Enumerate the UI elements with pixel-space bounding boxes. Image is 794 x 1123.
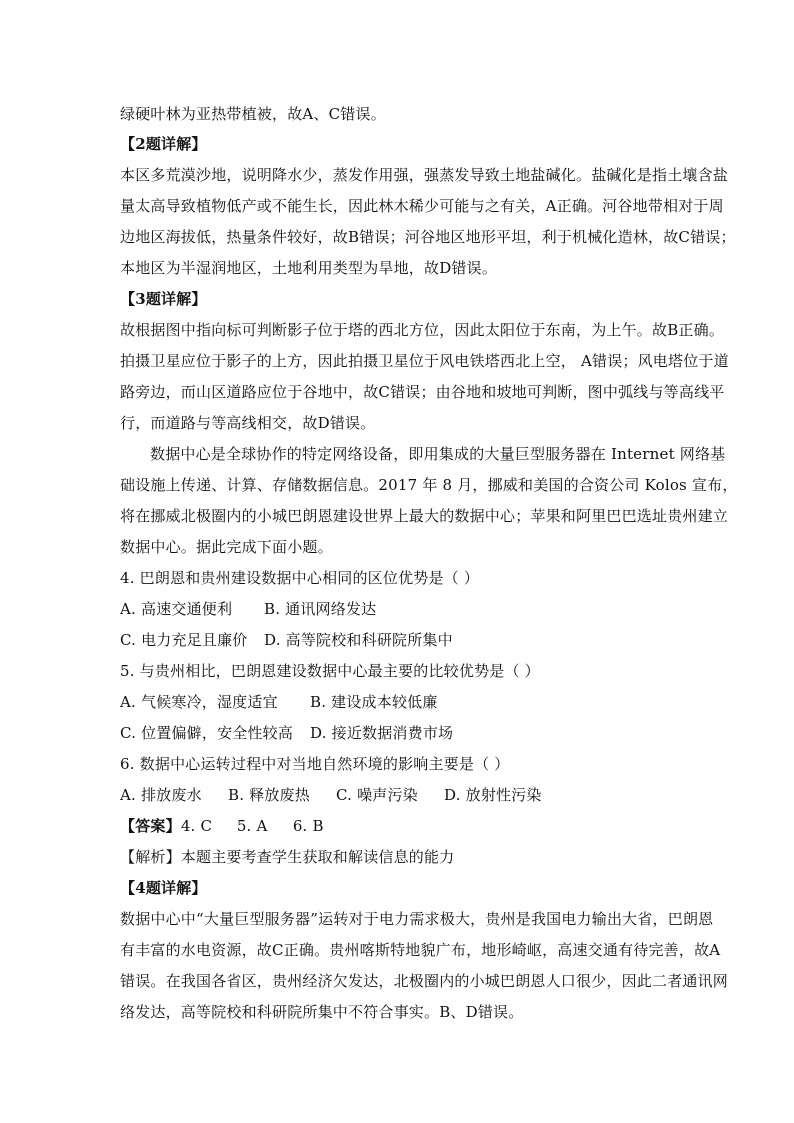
analysis-line: 【解析】本题主要考查学生获取和解读信息的能力 [120,848,455,866]
text-line: 行，而道路与等高线相交，故D错误。 [120,414,376,432]
text-line: 错误。在我国各省区，贵州经济欠发达，北极圈内的小城巴朗恩人口很少，因此二者通讯网 [120,972,729,990]
question-6-stem: 6. 数据中心运转过程中对当地自然环境的影响主要是（ ） [120,755,510,773]
answer-6: 6. B [292,817,324,835]
option-d: D. 接近数据消费市场 [310,724,454,742]
option-b: B. 通讯网络发达 [264,600,377,618]
section-heading: 【4题详解】 [120,879,207,897]
text-line: 数据中心中“大量巨型服务器”运转对于电力需求极大，贵州是我国电力输出大省，巴朗恩 [120,910,714,928]
question-4-stem: 4. 巴朗恩和贵州建设数据中心相同的区位优势是（ ） [120,569,480,587]
answer-5: 5. A [236,817,268,835]
question-4-options-row-2 [120,630,453,650]
answer-label: 【答案】 [120,817,181,835]
question-4-options-row-1 [120,599,376,619]
text-line: 本区多荒漠沙地，说明降水少，蒸发作用强，强蒸发导致土地盐碱化。盐碱化是指土壤含盐 [120,166,729,184]
text-line: 量太高导致植物低产或不能生长，因此林木稀少可能与之有关，A正确。河谷地带相对于周 [120,197,724,215]
option-c: C. 位置偏僻，安全性较高 [120,724,294,742]
section-heading: 【3题详解】 [120,290,207,308]
text-line: 绿硬叶林为亚热带植被，故A、C错误。 [120,105,386,123]
option-c: C. 噪声污染 [336,786,418,804]
passage-line: 础设施上传递、计算、存储数据信息。2017 年 8 月，挪威和美国的合资公司 Kolos 宣布， [120,476,738,494]
question-5-stem: 5. 与贵州相比，巴朗恩建设数据中心最主要的比较优势是（ ） [120,662,540,680]
option-d: D. 放射性污染 [444,786,542,804]
text-line: 路旁边，而山区道路应位于谷地中，故C错误；由谷地和坡地可判断，图中弧线与等高线平 [120,383,725,401]
text-line: 拍摄卫星应位于影子的上方，因此拍摄卫星位于风电铁塔西北上空， A错误；风电塔位于道 [120,352,729,370]
question-5-options-row-2 [120,723,453,743]
passage-line: 数据中心是全球协作的特定网络设备，即用集成的大量巨型服务器在 Internet 网络基 [150,445,726,463]
option-a: A. 排放废水 [120,786,202,804]
section-heading: 【2题详解】 [120,135,207,153]
option-c: C. 电力充足且廉价 [120,631,248,649]
answer-line [120,816,324,836]
text-line: 边地区海拔低，热量条件较好，故B错误；河谷地区地形平坦，利于机械化造林，故C错误； [120,228,736,246]
option-b: B. 建设成本较低廉 [310,693,438,711]
option-a: A. 高速交通便利 [120,600,233,618]
text-line: 故根据图中指向标可判断影子位于塔的西北方位，因此太阳位于东南，为上午。故B正确。 [120,321,725,339]
question-5-options-row-1 [120,692,438,712]
answer-4: 4. C [180,817,213,835]
text-line: 络发达，高等院校和科研院所集中不符合事实。B、D错误。 [120,1003,524,1021]
question-6-options [120,785,542,805]
text-line: 本地区为半湿润地区，土地利用类型为旱地，故D错误。 [120,259,498,277]
option-b: B. 释放废热 [228,786,310,804]
option-a: A. 气候寒冷，湿度适宜 [120,693,278,711]
option-d: D. 高等院校和科研院所集中 [264,631,453,649]
passage-line: 数据中心。据此完成下面小题。 [120,538,333,556]
passage-line: 将在挪威北极圈内的小城巴朗恩建设世界上最大的数据中心；苹果和阿里巴巴选址贵州建立 [120,507,729,525]
text-line: 有丰富的水电资源，故C正确。贵州喀斯特地貌广布，地形崎岖，高速交通有待完善，故A [120,941,721,959]
